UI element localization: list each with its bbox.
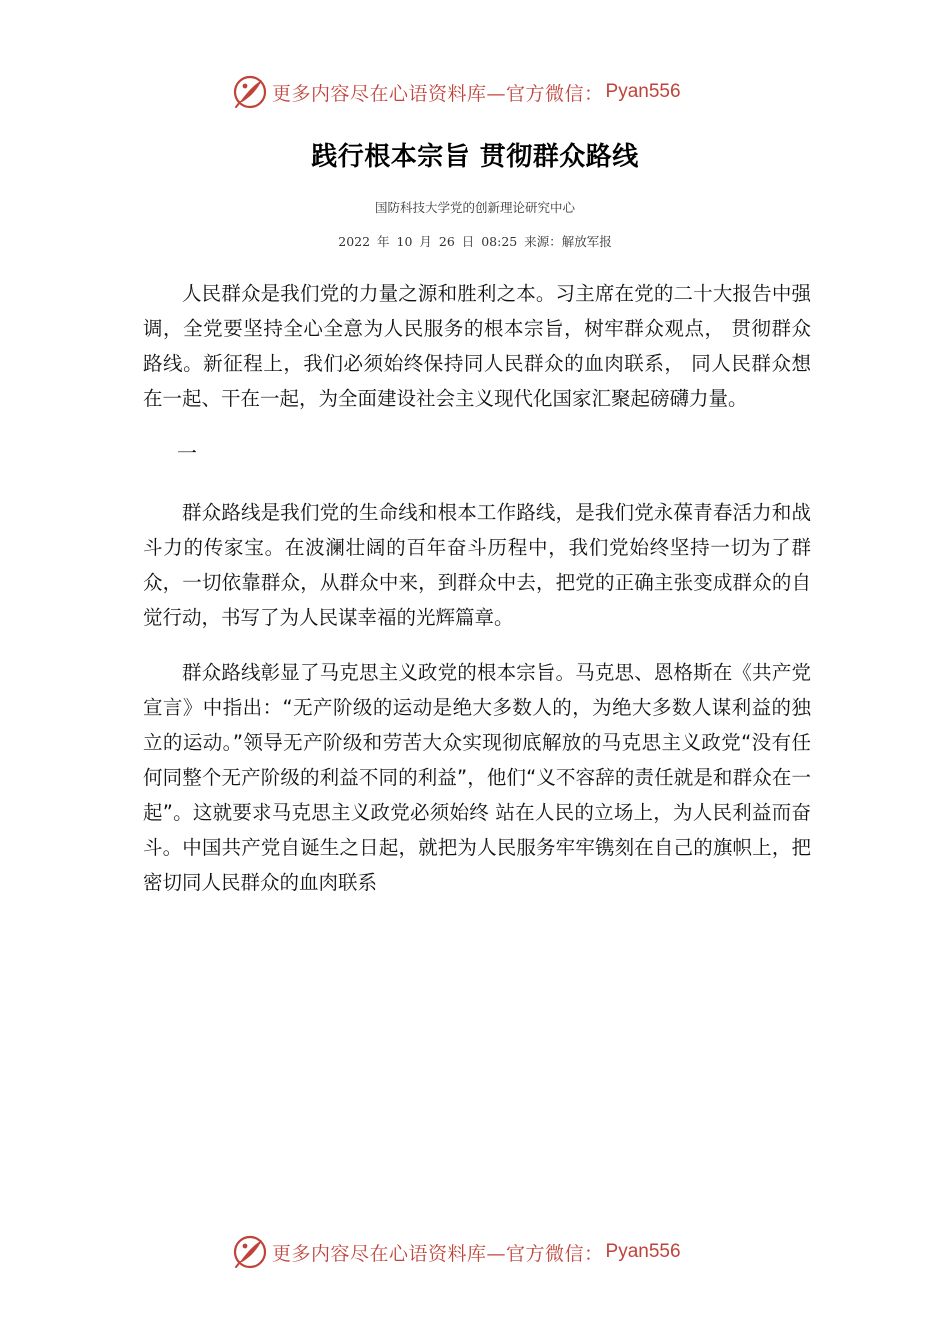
header-watermark xyxy=(232,72,681,112)
footer-watermark xyxy=(232,1232,681,1272)
section-heading: 一 xyxy=(177,441,197,465)
feather-pen-icon xyxy=(232,1234,268,1270)
body-paragraph: 群众路线是我们党的生命线和根本工作路线，是我们党永葆青春活力和战斗力的传家宝。在波澜壮阔的百年奋斗历程中，我们党始终坚持一切为了群众，一切依靠群众，从群众中来，到群众中去，把党的正确主张变成群众的自觉行动，书写了为人民谋幸福的光辉篇章。 xyxy=(143,501,811,629)
article-title: 践行根本宗旨 贯彻群众路线 xyxy=(311,142,639,172)
article-author: 国防科技大学党的创新理论研究中心 xyxy=(374,200,575,215)
intro-paragraph: 人民群众是我们党的力量之源和胜利之本。习主席在党的二十大报告中强调，全党要坚持全心全意为人民服务的根本宗旨，树牢群众观点， 贯彻群众路线。新征程上，我们必须始终保持同人民群众的血肉联系， 同人民群众想在一起、干在一起，为全面建设社会主义现代化国家汇聚起磅礴力量。 xyxy=(143,282,811,410)
watermark-text: 更多内容尽在心语资料库—官方微信： xyxy=(272,1242,604,1265)
article-body xyxy=(143,276,811,900)
article-dateline: 2022 年 10 月 26 日 08:25 来源：解放军报 xyxy=(338,234,612,249)
watermark-text: 更多内容尽在心语资料库—官方微信： xyxy=(272,82,604,105)
body-paragraph: 群众路线彰显了马克思主义政党的根本宗旨。马克思、恩格斯在《共产党宣言》中指出：“无产阶级的运动是绝大多数人的，为绝大多数人谋利益的独立的运动。”领导无产阶级和劳苦大众实现彻底解放的马克思主义政党“没有任何同整个无产阶级的利益不同的利益”，他们“义不容辞的责任就是和群众在一起”。这就要求马克思主义政党必须始终 站在人民的立场上，为人民利益而奋斗。中国共产党自诞生之日起，就把为人民服务牢牢镌刻在自己的旗帜上，把密切同人民群众的血肉联系 xyxy=(143,661,811,894)
watermark-account: Pyan556 xyxy=(605,1241,681,1262)
watermark-account: Pyan556 xyxy=(605,81,681,102)
feather-pen-icon xyxy=(232,74,268,110)
